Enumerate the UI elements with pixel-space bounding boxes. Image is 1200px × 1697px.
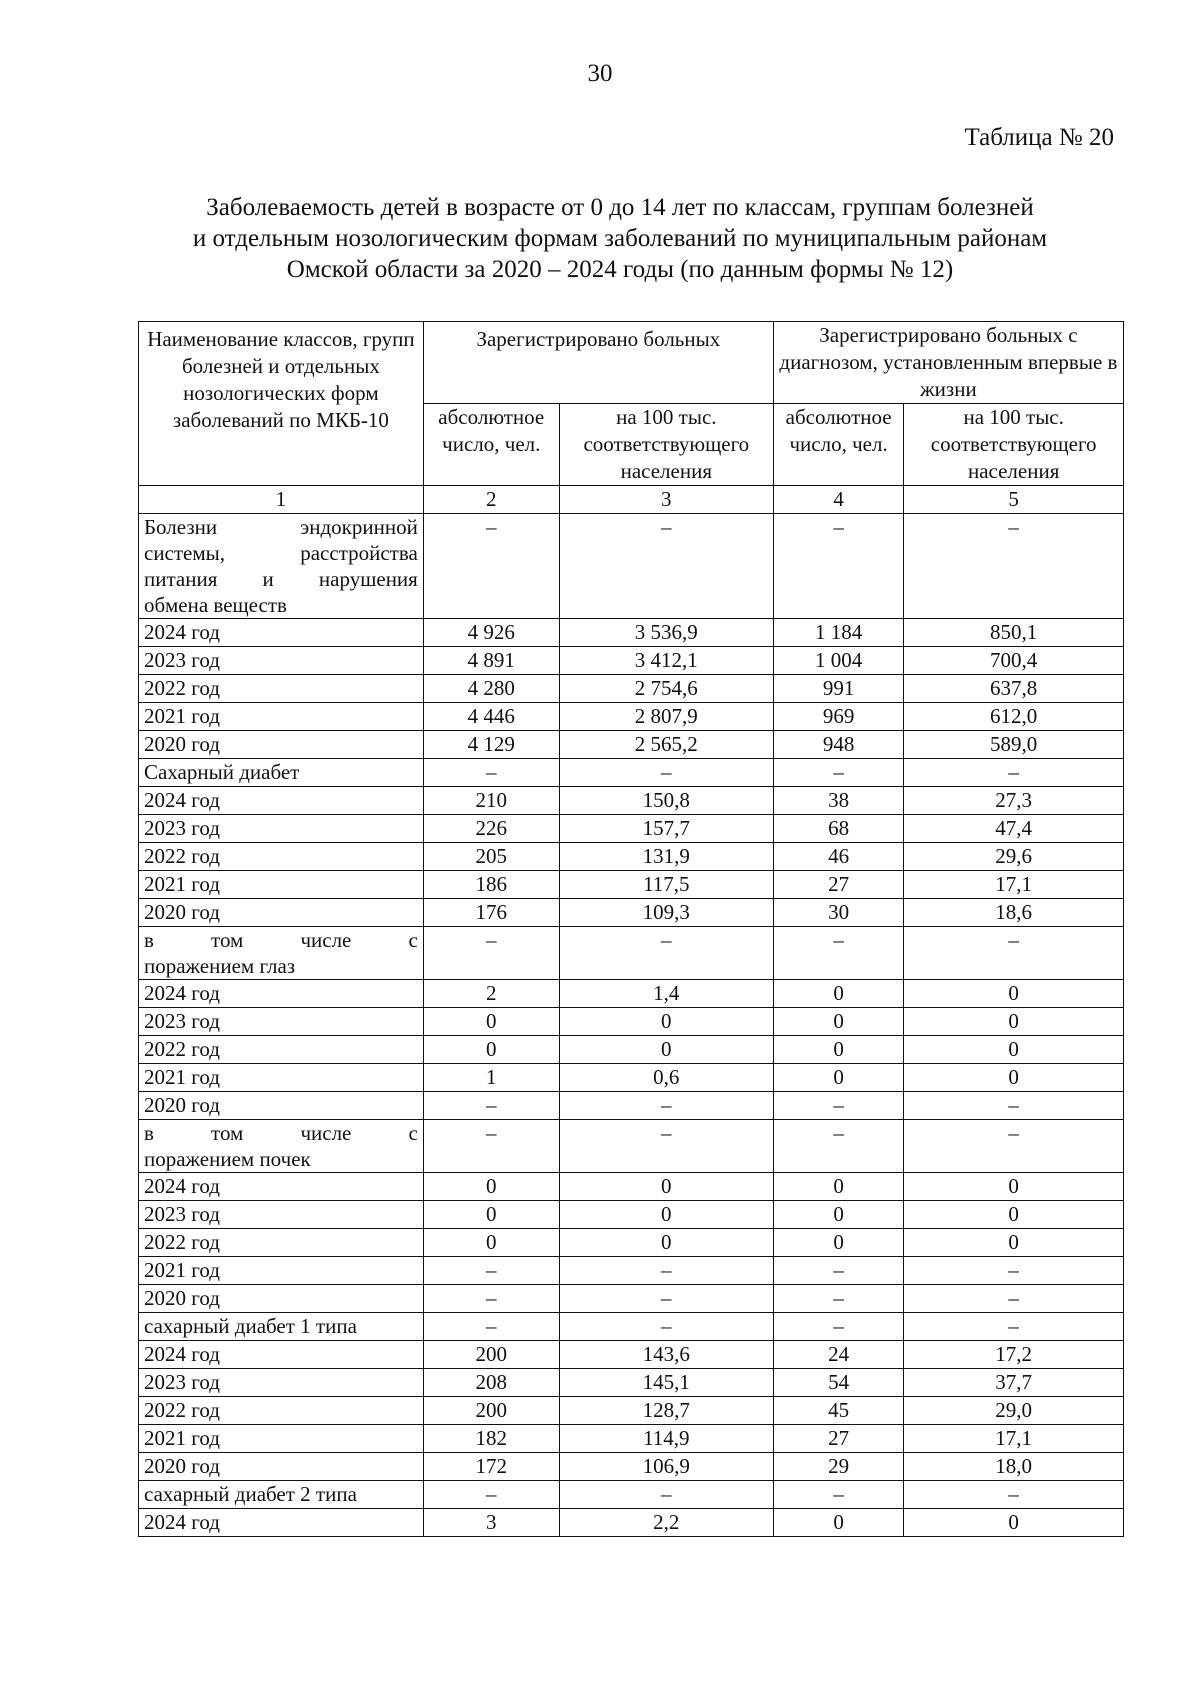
header-disease-class: Наименование классов, групп болезней и отдельных нозологических форм заболеваний по МКБ-10 (139, 322, 424, 486)
row-value: 47,4 (904, 815, 1124, 843)
row-value: – (904, 1285, 1124, 1313)
row-value: 0 (904, 980, 1124, 1008)
row-value: 850,1 (904, 619, 1124, 647)
row-name: 2022 год (139, 1229, 424, 1257)
row-value: – (773, 514, 903, 619)
row-value: 4 926 (423, 619, 559, 647)
morbidity-table (138, 321, 1124, 1537)
row-value: 0 (423, 1201, 559, 1229)
row-name: в том числе с поражением глаз (139, 927, 424, 980)
row-value: 1 004 (773, 647, 903, 675)
row-value: – (559, 1092, 773, 1120)
row-name: Болезни эндокринной системы, расстройства питания и нарушения обмена веществ (139, 514, 424, 619)
row-name: 2022 год (139, 843, 424, 871)
table-row (139, 1008, 1124, 1036)
table-row (139, 1397, 1124, 1425)
row-value: – (904, 1481, 1124, 1509)
table-row (139, 647, 1124, 675)
row-value: 131,9 (559, 843, 773, 871)
row-value: – (904, 927, 1124, 980)
row-value: 38 (773, 787, 903, 815)
row-name: 2023 год (139, 1369, 424, 1397)
column-number: 1 (139, 486, 424, 514)
row-value: – (773, 1285, 903, 1313)
row-value: 18,0 (904, 1453, 1124, 1481)
row-value: 612,0 (904, 703, 1124, 731)
row-value: 0 (904, 1509, 1124, 1537)
row-value: – (904, 1313, 1124, 1341)
header-registered-first-time: Зарегистрировано больных с диагнозом, установленным впервые в жизни (773, 322, 1123, 404)
group-row (139, 1313, 1124, 1341)
header-per-100k-first: на 100 тыс. соответствующего населения (904, 404, 1124, 486)
row-value: – (773, 1092, 903, 1120)
table-row (139, 1341, 1124, 1369)
row-value: 45 (773, 1397, 903, 1425)
row-value: 2 754,6 (559, 675, 773, 703)
row-name: 2024 год (139, 980, 424, 1008)
row-value: – (559, 927, 773, 980)
row-value: – (423, 1285, 559, 1313)
row-value: 0,6 (559, 1064, 773, 1092)
row-value: 637,8 (904, 675, 1124, 703)
row-value: 3 (423, 1509, 559, 1537)
table-label: Таблица № 20 (964, 124, 1114, 151)
row-value: 143,6 (559, 1341, 773, 1369)
table-row (139, 1509, 1124, 1537)
row-value: 948 (773, 731, 903, 759)
row-name: 2022 год (139, 675, 424, 703)
row-value: – (423, 1481, 559, 1509)
row-value: 106,9 (559, 1453, 773, 1481)
row-name: 2020 год (139, 899, 424, 927)
table-row (139, 787, 1124, 815)
table-title (120, 192, 1120, 285)
row-value: 117,5 (559, 871, 773, 899)
title-line: Заболеваемость детей в возрасте от 0 до 14 лет по классам, группам болезней (206, 194, 1034, 221)
row-value: 4 446 (423, 703, 559, 731)
row-value: 4 280 (423, 675, 559, 703)
table-row (139, 675, 1124, 703)
table-row (139, 815, 1124, 843)
row-value: 2 (423, 980, 559, 1008)
row-value: 17,1 (904, 1425, 1124, 1453)
row-value: 700,4 (904, 647, 1124, 675)
table-row (139, 703, 1124, 731)
row-value: 2,2 (559, 1509, 773, 1537)
row-value: 18,6 (904, 899, 1124, 927)
row-value: 0 (904, 1201, 1124, 1229)
row-value: 0 (773, 1008, 903, 1036)
row-value: 0 (773, 1229, 903, 1257)
row-value: 0 (773, 1509, 903, 1537)
row-value: 1,4 (559, 980, 773, 1008)
group-row (139, 1481, 1124, 1509)
row-value: 1 (423, 1064, 559, 1092)
row-value: – (423, 514, 559, 619)
header-absolute-first: абсолютное число, чел. (773, 404, 903, 486)
table-row (139, 1229, 1124, 1257)
row-value: 0 (423, 1229, 559, 1257)
table-row (139, 1453, 1124, 1481)
row-value: 30 (773, 899, 903, 927)
row-value: – (559, 1481, 773, 1509)
row-value: 145,1 (559, 1369, 773, 1397)
row-value: – (423, 1120, 559, 1173)
row-value: 0 (559, 1173, 773, 1201)
row-name: 2023 год (139, 1201, 424, 1229)
row-value: 0 (559, 1008, 773, 1036)
row-value: – (904, 514, 1124, 619)
table-row (139, 1173, 1124, 1201)
row-value: 27 (773, 871, 903, 899)
row-value: 0 (773, 980, 903, 1008)
row-value: – (423, 927, 559, 980)
row-value: 208 (423, 1369, 559, 1397)
row-value: – (773, 1481, 903, 1509)
page-number: 30 (587, 60, 613, 87)
row-name: 2024 год (139, 619, 424, 647)
row-value: 27,3 (904, 787, 1124, 815)
row-name: 2024 год (139, 1173, 424, 1201)
table-row (139, 980, 1124, 1008)
row-value: 0 (904, 1064, 1124, 1092)
row-value: – (773, 1313, 903, 1341)
row-value: 200 (423, 1397, 559, 1425)
row-value: 0 (423, 1036, 559, 1064)
table-row (139, 1285, 1124, 1313)
row-value: 68 (773, 815, 903, 843)
row-value: 186 (423, 871, 559, 899)
table-row (139, 1369, 1124, 1397)
group-row (139, 927, 1124, 980)
row-name: 2020 год (139, 1453, 424, 1481)
table-row (139, 1036, 1124, 1064)
row-value: 176 (423, 899, 559, 927)
row-value: 0 (559, 1201, 773, 1229)
row-value: 0 (773, 1064, 903, 1092)
row-name: в том числе с поражением почек (139, 1120, 424, 1173)
row-value: 172 (423, 1453, 559, 1481)
row-value: 0 (904, 1036, 1124, 1064)
row-value: 128,7 (559, 1397, 773, 1425)
row-name: 2020 год (139, 1092, 424, 1120)
row-name: 2021 год (139, 1425, 424, 1453)
row-value: – (559, 514, 773, 619)
row-value: 969 (773, 703, 903, 731)
row-value: – (559, 1313, 773, 1341)
row-value: 150,8 (559, 787, 773, 815)
row-value: 0 (559, 1036, 773, 1064)
column-number: 5 (904, 486, 1124, 514)
table-row (139, 899, 1124, 927)
column-number-row (139, 486, 1124, 514)
row-value: 4 891 (423, 647, 559, 675)
row-value: – (904, 1257, 1124, 1285)
row-value: 210 (423, 787, 559, 815)
row-value: 17,1 (904, 871, 1124, 899)
row-name: 2024 год (139, 1341, 424, 1369)
row-name: 2023 год (139, 1008, 424, 1036)
row-value: 0 (423, 1173, 559, 1201)
row-value: – (904, 759, 1124, 787)
row-value: – (423, 1313, 559, 1341)
row-value: 1 184 (773, 619, 903, 647)
row-value: – (773, 759, 903, 787)
row-value: 0 (773, 1201, 903, 1229)
column-number: 4 (773, 486, 903, 514)
row-value: – (559, 1120, 773, 1173)
table-row (139, 1064, 1124, 1092)
row-value: – (423, 1092, 559, 1120)
row-value: – (773, 1257, 903, 1285)
row-value: 205 (423, 843, 559, 871)
row-name: 2020 год (139, 731, 424, 759)
row-value: 46 (773, 843, 903, 871)
row-name: 2022 год (139, 1397, 424, 1425)
row-name: 2024 год (139, 1509, 424, 1537)
row-name: 2021 год (139, 1257, 424, 1285)
row-value: 54 (773, 1369, 903, 1397)
row-value: – (773, 927, 903, 980)
column-number: 2 (423, 486, 559, 514)
row-value: – (904, 1092, 1124, 1120)
row-value: 0 (423, 1008, 559, 1036)
row-name: Сахарный диабет (139, 759, 424, 787)
header-row (139, 322, 1124, 404)
table-row (139, 619, 1124, 647)
row-value: – (773, 1120, 903, 1173)
row-value: – (423, 759, 559, 787)
group-row (139, 759, 1124, 787)
header-absolute: абсолютное число, чел. (423, 404, 559, 486)
row-value: 991 (773, 675, 903, 703)
table-row (139, 731, 1124, 759)
group-row (139, 1120, 1124, 1173)
row-name: сахарный диабет 1 типа (139, 1313, 424, 1341)
row-name: сахарный диабет 2 типа (139, 1481, 424, 1509)
row-value: 3 412,1 (559, 647, 773, 675)
table-row (139, 1092, 1124, 1120)
row-name: 2021 год (139, 1064, 424, 1092)
row-value: 0 (559, 1229, 773, 1257)
row-value: 226 (423, 815, 559, 843)
row-value: – (559, 1285, 773, 1313)
row-value: 0 (773, 1173, 903, 1201)
row-value: 24 (773, 1341, 903, 1369)
table-row (139, 871, 1124, 899)
row-value: – (559, 1257, 773, 1285)
row-value: 0 (773, 1036, 903, 1064)
title-line: и отдельным нозологическим формам заболеваний по муниципальным районам (192, 225, 1048, 252)
row-name: 2024 год (139, 787, 424, 815)
row-value: 3 536,9 (559, 619, 773, 647)
column-number: 3 (559, 486, 773, 514)
row-value: 2 807,9 (559, 703, 773, 731)
row-name: 2020 год (139, 1285, 424, 1313)
title-line: Омской области за 2020 – 2024 годы (по данным формы № 12) (286, 256, 954, 283)
row-value: 29,0 (904, 1397, 1124, 1425)
header-registered: Зарегистрировано больных (423, 322, 773, 404)
row-value: – (559, 759, 773, 787)
row-value: 4 129 (423, 731, 559, 759)
row-value: 29 (773, 1453, 903, 1481)
table-row (139, 1425, 1124, 1453)
row-value: – (904, 1120, 1124, 1173)
row-name: 2023 год (139, 815, 424, 843)
row-name: 2021 год (139, 703, 424, 731)
row-value: 589,0 (904, 731, 1124, 759)
row-name: 2021 год (139, 871, 424, 899)
group-row (139, 514, 1124, 619)
row-name: 2023 год (139, 647, 424, 675)
table-row (139, 1257, 1124, 1285)
row-value: 0 (904, 1008, 1124, 1036)
row-value: 2 565,2 (559, 731, 773, 759)
row-value: 0 (904, 1173, 1124, 1201)
header-per-100k: на 100 тыс. соответствующего населения (559, 404, 773, 486)
row-value: 200 (423, 1341, 559, 1369)
row-value: 157,7 (559, 815, 773, 843)
row-value: 29,6 (904, 843, 1124, 871)
row-name: 2022 год (139, 1036, 424, 1064)
row-value: 182 (423, 1425, 559, 1453)
table-row (139, 1201, 1124, 1229)
table-row (139, 843, 1124, 871)
row-value: 37,7 (904, 1369, 1124, 1397)
row-value: 109,3 (559, 899, 773, 927)
row-value: – (423, 1257, 559, 1285)
row-value: 27 (773, 1425, 903, 1453)
row-value: 17,2 (904, 1341, 1124, 1369)
row-value: 0 (904, 1229, 1124, 1257)
row-value: 114,9 (559, 1425, 773, 1453)
